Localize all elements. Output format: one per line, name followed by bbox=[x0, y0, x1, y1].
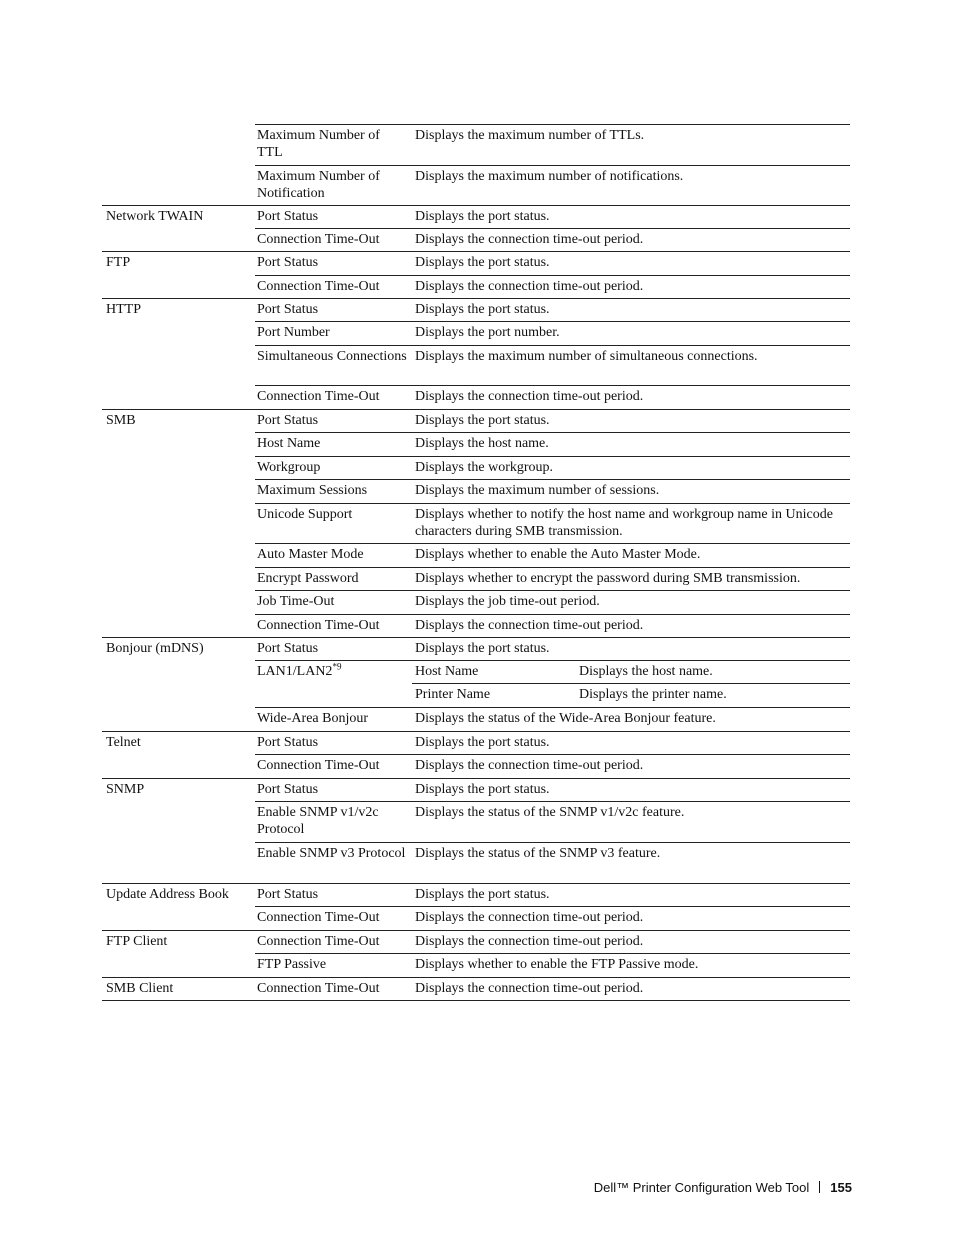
table-row bbox=[102, 228, 850, 251]
setting-name bbox=[257, 617, 407, 634]
setting-text: Maximum Sessions bbox=[257, 483, 368, 498]
table-row bbox=[102, 165, 850, 205]
setting-name bbox=[257, 231, 407, 248]
setting-text: Unicode Support bbox=[257, 507, 353, 522]
sub-setting-name: Printer Name bbox=[415, 687, 491, 702]
sub-setting-desc: Displays the host name. bbox=[579, 664, 713, 679]
setting-name bbox=[257, 956, 407, 973]
feature-name: SNMP v1/v2c bbox=[559, 805, 639, 820]
setting-name bbox=[257, 348, 407, 365]
table-row bbox=[102, 456, 850, 479]
group-label: HTTP bbox=[106, 302, 141, 317]
table-row bbox=[102, 124, 850, 165]
setting-text: Port Status bbox=[257, 209, 319, 224]
description-text: feature. bbox=[638, 805, 685, 820]
setting-description: Displays the port status. bbox=[415, 302, 550, 317]
setting-description: Displays the connection time-out period. bbox=[415, 389, 644, 404]
table-row bbox=[102, 321, 850, 345]
setting-name bbox=[257, 168, 407, 202]
setting-name bbox=[257, 933, 407, 950]
table-row bbox=[102, 707, 850, 731]
setting-name bbox=[257, 980, 407, 997]
setting-name bbox=[257, 663, 407, 680]
setting-text: Port Status bbox=[257, 735, 319, 750]
setting-description: Displays the workgroup. bbox=[415, 460, 554, 475]
sub-setting-name: Host Name bbox=[415, 664, 479, 679]
table-row bbox=[102, 567, 850, 590]
setting-text: Connection Time-Out bbox=[257, 232, 380, 247]
setting-description: Displays whether to encrypt the password during SMB transmission. bbox=[415, 571, 801, 586]
setting-description bbox=[415, 804, 850, 821]
setting-name bbox=[257, 845, 407, 862]
setting-description: Displays the port status. bbox=[415, 413, 550, 428]
group-label: FTP bbox=[106, 255, 131, 270]
setting-name bbox=[257, 208, 407, 225]
setting-text: Enable SNMP v1/v2c Protocol bbox=[257, 805, 379, 837]
setting-name bbox=[257, 412, 407, 429]
setting-description: Displays the port status. bbox=[415, 887, 550, 902]
setting-description: Displays the port number. bbox=[415, 325, 560, 340]
setting-text: Auto Master Mode bbox=[257, 547, 364, 562]
setting-text: LAN1/LAN2 bbox=[257, 664, 333, 679]
setting-name bbox=[257, 593, 407, 610]
setting-text: Port Status bbox=[257, 255, 319, 270]
footnote-ref: *9 bbox=[332, 661, 342, 672]
setting-name bbox=[257, 640, 407, 657]
table-row bbox=[102, 432, 850, 456]
setting-description: Displays the status of the Wide-Area Bonjour feature. bbox=[415, 711, 716, 726]
setting-name bbox=[257, 546, 407, 563]
group-label: SMB Client bbox=[106, 981, 174, 996]
setting-text: Connection Time-Out bbox=[257, 758, 380, 773]
setting-text: Simultaneous Connections bbox=[257, 349, 407, 364]
page-number: 155 bbox=[830, 1180, 852, 1195]
footer-separator bbox=[819, 1181, 820, 1193]
setting-description: Displays the maximum number of notifications. bbox=[415, 169, 684, 184]
table-row bbox=[102, 409, 850, 432]
table-row bbox=[102, 205, 850, 228]
setting-text: Encrypt Password bbox=[257, 571, 359, 586]
setting-description: Displays the connection time-out period. bbox=[415, 618, 644, 633]
setting-description: Displays whether to notify the host name and workgroup name in Unicode characters during SMB transmission. bbox=[415, 507, 833, 539]
group-label: Update Address Book bbox=[106, 887, 229, 902]
table-row bbox=[102, 503, 850, 543]
setting-description: Displays the job time-out period. bbox=[415, 594, 600, 609]
table-row bbox=[102, 590, 850, 614]
setting-description: Displays the connection time-out period. bbox=[415, 910, 644, 925]
setting-text: Port Status bbox=[257, 782, 319, 797]
setting-text: Port Status bbox=[257, 413, 319, 428]
footer-title: Dell™ Printer Configuration Web Tool bbox=[593, 1180, 810, 1195]
setting-name bbox=[257, 127, 407, 161]
setting-text: Enable SNMP v3 Protocol bbox=[257, 846, 406, 861]
setting-text: Connection Time-Out bbox=[257, 910, 380, 925]
setting-text: Port Status bbox=[257, 302, 319, 317]
table-row bbox=[102, 543, 850, 567]
setting-text: Connection Time-Out bbox=[257, 618, 380, 633]
table-row bbox=[102, 754, 850, 778]
group-label: Telnet bbox=[106, 735, 141, 750]
description-text: Displays the status of the bbox=[415, 846, 560, 861]
setting-text: Maximum Number of TTL bbox=[257, 128, 380, 160]
setting-name bbox=[257, 734, 407, 751]
group-label: SNMP bbox=[106, 782, 145, 797]
description-text: feature. bbox=[614, 846, 661, 861]
table-row bbox=[102, 298, 850, 321]
setting-description: Displays the connection time-out period. bbox=[415, 232, 644, 247]
feature-name: SNMP v3 bbox=[559, 846, 615, 861]
setting-description: Displays the host name. bbox=[415, 436, 549, 451]
sub-setting-desc: Displays the printer name. bbox=[579, 687, 727, 702]
setting-name bbox=[257, 435, 407, 452]
setting-name bbox=[257, 324, 407, 341]
table-row bbox=[102, 251, 850, 275]
table-row bbox=[102, 842, 850, 883]
table-row bbox=[102, 345, 850, 385]
setting-text: Maximum Number of Notification bbox=[257, 169, 380, 201]
setting-text: Connection Time-Out bbox=[257, 934, 380, 949]
setting-name bbox=[257, 301, 407, 318]
table-row bbox=[102, 731, 850, 754]
setting-text: Connection Time-Out bbox=[257, 279, 380, 294]
setting-description: Displays the port status. bbox=[415, 641, 550, 656]
setting-description: Displays the connection time-out period. bbox=[415, 981, 644, 996]
setting-description: Displays the connection time-out period. bbox=[415, 758, 644, 773]
page-footer bbox=[560, 1180, 852, 1195]
setting-text: FTP Passive bbox=[257, 957, 327, 972]
setting-text: Wide-Area Bonjour bbox=[257, 711, 369, 726]
setting-name bbox=[257, 886, 407, 903]
setting-name bbox=[257, 909, 407, 926]
description-text: Displays the status of the bbox=[415, 805, 560, 820]
table-row bbox=[102, 801, 850, 842]
group-label: SMB bbox=[106, 413, 136, 428]
setting-description: Displays the connection time-out period. bbox=[415, 279, 644, 294]
setting-description bbox=[415, 845, 850, 862]
table-row bbox=[102, 778, 850, 801]
table-row bbox=[102, 906, 850, 930]
table-row bbox=[102, 637, 850, 660]
setting-text: Port Status bbox=[257, 887, 319, 902]
setting-text: Workgroup bbox=[257, 460, 321, 475]
setting-description: Displays the port status. bbox=[415, 735, 550, 750]
group-label: Bonjour (mDNS) bbox=[106, 641, 204, 656]
table-row bbox=[102, 479, 850, 503]
setting-description: Displays the connection time-out period. bbox=[415, 934, 644, 949]
table-row bbox=[102, 930, 850, 953]
setting-description: Displays whether to enable the FTP Passive mode. bbox=[415, 957, 699, 972]
setting-name bbox=[257, 570, 407, 587]
table-row bbox=[102, 275, 850, 298]
setting-text: Port Status bbox=[257, 641, 319, 656]
setting-name bbox=[257, 710, 407, 727]
table-row bbox=[102, 614, 850, 637]
group-label: Network TWAIN bbox=[106, 209, 204, 224]
setting-description: Displays the maximum number of sessions. bbox=[415, 483, 660, 498]
setting-description: Displays the port status. bbox=[415, 209, 550, 224]
table-row bbox=[102, 977, 850, 1000]
setting-name bbox=[257, 506, 407, 523]
setting-name bbox=[257, 757, 407, 774]
setting-name bbox=[257, 278, 407, 295]
setting-name bbox=[257, 804, 407, 838]
setting-description: Displays the maximum number of simultaneous connections. bbox=[415, 349, 758, 364]
setting-name bbox=[257, 482, 407, 499]
table-row bbox=[102, 953, 850, 977]
setting-description: Displays whether to enable the Auto Master Mode. bbox=[415, 547, 701, 562]
group-label: FTP Client bbox=[106, 934, 168, 949]
setting-name bbox=[257, 388, 407, 405]
setting-name bbox=[257, 781, 407, 798]
setting-name bbox=[257, 254, 407, 271]
table-row bbox=[102, 660, 850, 707]
setting-description: Displays the port status. bbox=[415, 255, 550, 270]
sub-row-divider bbox=[412, 683, 850, 684]
setting-description: Displays the maximum number of TTLs. bbox=[415, 128, 645, 143]
setting-text: Host Name bbox=[257, 436, 321, 451]
table-row bbox=[102, 883, 850, 906]
setting-text: Connection Time-Out bbox=[257, 389, 380, 404]
setting-name bbox=[257, 459, 407, 476]
setting-text: Job Time-Out bbox=[257, 594, 335, 609]
setting-text: Port Number bbox=[257, 325, 330, 340]
setting-text: Connection Time-Out bbox=[257, 981, 380, 996]
table-bottom-border bbox=[102, 1000, 850, 1001]
setting-description: Displays the port status. bbox=[415, 782, 550, 797]
table-row bbox=[102, 385, 850, 409]
